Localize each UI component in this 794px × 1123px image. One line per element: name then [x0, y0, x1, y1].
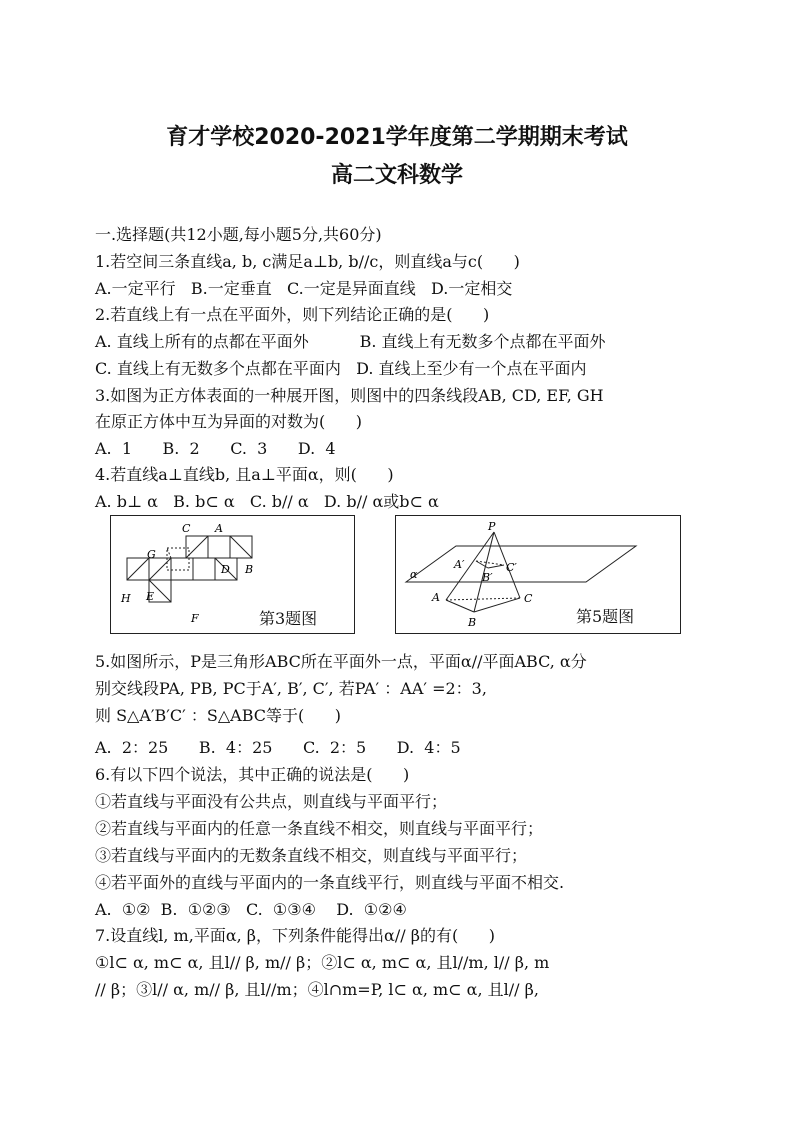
question-4-options: A. b⊥ α B. b⊂ α C. b// α D. b// α或b⊂ α [95, 492, 439, 511]
label-p: P [488, 520, 496, 533]
question-1-options: A.一定平行 B.一定垂直 C.一定是异面直线 D.一定相交 [95, 279, 513, 298]
question-6-options: A. ①② B. ①②③ C. ①③④ D. ①②④ [95, 900, 407, 919]
question-2: 2.若直线上有一点在平面外，则下列结论正确的是( ) [95, 305, 490, 324]
label-b: B [245, 563, 254, 576]
question-5-cont: 别交线段PA, PB, PC于A′, B′, C′, 若PA′ ：AA′ =2：3, [95, 679, 487, 698]
question-2-options-ab: A. 直线上所有的点都在平面外 B. 直线上有无数多个点都在平面外 [95, 332, 606, 351]
label-d: D [221, 563, 230, 576]
question-5-ratio: 则 S△A′B′C′ ：S△ABC等于( ) [95, 706, 342, 725]
label-c: C [182, 522, 191, 535]
question-4: 4.若直线a⊥直线b, 且a⊥平面α，则( ) [95, 465, 394, 484]
question-5-options: A. 2：25 B. 4：25 C. 2：5 D. 4：5 [95, 738, 461, 757]
label-b: B [468, 616, 477, 629]
label-a: A [432, 591, 440, 604]
question-7-cond-1: ①l⊂ α, m⊂ α, 且l// β, m// β；②l⊂ α, m⊂ α, 且l//m, l// β, m [95, 953, 550, 972]
label-a: A [215, 522, 223, 535]
question-3-options: A. 1 B. 2 C. 3 D. 4 [95, 439, 336, 458]
question-6-statement-4: ④若平面外的直线与平面内的一条直线平行，则直线与平面不相交. [95, 873, 565, 892]
question-7: 7.设直线l, m,平面α, β，下列条件能得出α// β的有( ) [95, 926, 495, 945]
section-heading: 一.选择题(共12小题,每小题5分,共60分) [95, 225, 382, 244]
question-6: 6.有以下四个说法，其中正确的说法是( ) [95, 765, 410, 784]
label-e: E [146, 590, 155, 603]
question-3-cont: 在原正方体中互为异面的对数为( ) [95, 412, 363, 431]
figure-3-caption: 第3题图 [259, 609, 318, 628]
cube-net-diagram [111, 516, 354, 633]
label-c-prime: C′ [506, 561, 517, 574]
label-b-prime: B′ [482, 571, 493, 584]
question-1: 1.若空间三条直线a, b, c满足a⊥b, b//c，则直线a与c( ) [95, 252, 520, 271]
question-6-statement-2: ②若直线与平面内的任意一条直线不相交，则直线与平面平行； [95, 819, 544, 838]
question-2-options-cd: C. 直线上有无数多个点都在平面内 D. 直线上至少有一个点在平面内 [95, 359, 587, 378]
figure-3 [110, 515, 355, 634]
question-5: 5.如图所示，P是三角形ABC所在平面外一点，平面α//平面ABC, α分 [95, 652, 587, 671]
label-a-prime: A′ [454, 558, 465, 571]
question-7-cond-2: // β；③l// α, m// β, 且l//m；④l∩m=P, l⊂ α, m⊂ α, 且l// β, [95, 980, 539, 999]
label-g: G [147, 548, 156, 561]
pyramid-plane-diagram [396, 516, 680, 633]
question-3: 3.如图为正方体表面的一种展开图，则图中的四条线段AB, CD, EF, GH [95, 386, 604, 405]
label-h: H [121, 592, 131, 605]
label-c: C [524, 592, 533, 605]
page-title: 育才学校2020-2021学年度第二学期期末考试 [166, 125, 628, 150]
label-alpha: α [410, 568, 418, 581]
question-6-statement-1: ①若直线与平面没有公共点，则直线与平面平行； [95, 792, 448, 811]
figure-5-caption: 第5题图 [576, 607, 635, 626]
page-subtitle: 高二文科数学 [330, 163, 463, 188]
label-f: F [191, 612, 199, 625]
figure-5 [395, 515, 681, 634]
question-6-statement-3: ③若直线与平面内的无数条直线不相交，则直线与平面平行； [95, 846, 528, 865]
